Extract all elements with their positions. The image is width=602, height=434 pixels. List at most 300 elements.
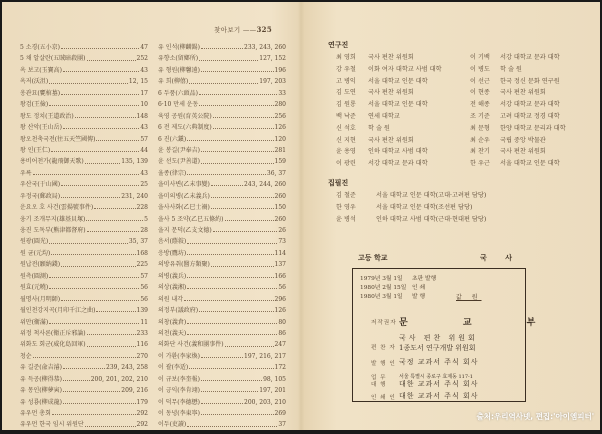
leader-dots — [87, 334, 136, 335]
index-term: 용비어천가(龍飛御天歌) — [20, 158, 84, 166]
index-pages: 228 — [136, 204, 148, 212]
index-pages: 98, 105 — [263, 375, 286, 383]
leader-dots — [201, 403, 243, 404]
index-term: 의상(義湘) — [158, 284, 187, 292]
index-entry — [20, 214, 148, 225]
index-term: 이 가환(李家煥) — [158, 352, 200, 360]
index-pages: 56 — [140, 295, 148, 303]
index-pages: 86 — [278, 329, 286, 337]
leader-dots — [201, 48, 243, 49]
business-address: 서울 특별시 종로구 효제동 117-1 — [399, 374, 473, 380]
index-pages: 260 — [274, 215, 286, 223]
index-pages: 209, 216 — [121, 387, 148, 395]
index-entry — [20, 111, 148, 122]
index-entry — [20, 42, 148, 53]
index-term: 윤 선도(尹善道) — [158, 158, 200, 166]
index-pages: 28 — [140, 227, 148, 234]
index-pages: 233 — [136, 329, 148, 337]
index-pages: 166 — [274, 272, 286, 280]
index-term: 의창(義倉) — [158, 318, 187, 326]
index-pages: 35, 37 — [128, 238, 148, 246]
leader-dots — [187, 323, 277, 324]
leader-dots — [75, 117, 136, 118]
index-term: 이 덕무(李德懋) — [158, 398, 200, 406]
index-entry — [20, 374, 148, 385]
index-term: 유 희(柳僖) — [158, 78, 189, 86]
leader-dots — [199, 105, 273, 106]
leader-dots — [63, 391, 120, 392]
leader-dots — [187, 174, 266, 175]
index-entry — [158, 317, 286, 328]
leader-dots — [225, 220, 274, 221]
index-term: 우정국(郵政局) — [20, 192, 61, 200]
index-entry — [20, 122, 148, 133]
leader-dots — [49, 243, 128, 244]
index-entry — [20, 397, 148, 408]
index-term: 을사 5 조약(乙巳五條約) — [158, 215, 224, 223]
school-level: 고등 학교 — [358, 253, 388, 262]
staff-name: 이 선근 — [470, 77, 490, 85]
index-term: 유 득공(柳得恭) — [20, 375, 62, 383]
staff-affiliation: 국사 편찬 위원회 — [368, 89, 414, 97]
index-entry — [158, 259, 286, 270]
index-term: 위화도 회군(威化島回軍) — [20, 341, 86, 349]
staff-entry — [336, 76, 428, 88]
staff-affiliation: 연세 대학교 — [368, 113, 400, 120]
index-term: 이 괄(李适) — [158, 364, 189, 372]
index-entry — [20, 88, 148, 99]
staff-affiliation: 서울 대학교 인문 대학 — [368, 101, 428, 109]
staff-affiliation: 서울 대학교 인문 대학(고대·고려편 담당) — [376, 192, 487, 199]
index-entry — [158, 385, 286, 396]
staff-name: 고 병익 — [336, 77, 356, 85]
index-entry — [20, 168, 148, 179]
index-entry — [158, 168, 286, 179]
index-term: 음서(蔭敍) — [158, 238, 187, 246]
staff-name: 이 병도 — [470, 65, 490, 73]
index-term: 유우먼 한국 임시 위원단 — [20, 421, 84, 429]
index-pages: 256 — [274, 112, 286, 120]
staff-affiliation: 고려 대학교 정경 대학 — [500, 113, 560, 120]
index-entry — [158, 374, 286, 385]
index-term: 원 균(元均) — [20, 249, 51, 257]
staff-affiliation: 서울 대학교 인문 대학 — [500, 160, 560, 168]
index-term: 운요오 호 사건(雲揚號事件) — [20, 204, 94, 212]
index-term: 6 전 제도(六典制度) — [158, 124, 212, 132]
index-pages: 239, 243, 258 — [106, 364, 148, 372]
index-entry — [158, 76, 286, 87]
agent-value: 대한 교과서 주식 회사 — [399, 380, 479, 388]
leader-dots — [187, 254, 273, 255]
index-pages: 196 — [274, 66, 286, 74]
index-pages: 127, 152 — [259, 55, 286, 63]
index-pages: 270 — [136, 352, 148, 360]
staff-name: 김 도연 — [336, 89, 356, 97]
index-term: 유 성룡(柳成龍) — [20, 398, 62, 406]
index-pages: 114 — [274, 249, 286, 257]
leader-dots — [201, 151, 274, 152]
staff-entry — [336, 64, 442, 76]
index-entry — [20, 134, 148, 145]
index-term: 왕검(王儉) — [20, 101, 49, 109]
date-line-3: 1980년 3월 1일 발 행 — [360, 294, 426, 300]
staff-affiliation: 서울 대학교 인문 대학(조선편 담당) — [376, 203, 473, 211]
leader-dots — [213, 231, 278, 232]
staff-affiliation: 서강 대학교 문과 대학 — [368, 160, 428, 168]
leader-dots — [199, 311, 273, 312]
leader-dots — [211, 266, 274, 267]
leader-dots — [33, 174, 140, 175]
leader-dots — [63, 128, 139, 129]
index-pages: 139 — [136, 307, 148, 315]
index-entry — [20, 179, 148, 190]
index-entry — [158, 202, 286, 213]
staff-affiliation: 국사 편찬 위원회 — [500, 89, 546, 97]
leader-dots — [63, 380, 90, 381]
leader-dots — [199, 94, 277, 95]
running-head — [214, 25, 272, 34]
index-pages: 135, 139 — [121, 158, 148, 166]
index-entry — [158, 328, 286, 339]
index-term: 유 형원(柳馨遠) — [158, 66, 200, 74]
date-line-2: 1980년 2월 15일 인 쇄 — [360, 285, 426, 291]
staff-entry — [336, 158, 428, 170]
staff-entry — [336, 87, 414, 99]
staff-affiliation: 이화 여자 대학교 사범 대학 — [368, 65, 442, 73]
index-entry — [158, 362, 286, 373]
index-pages: 116 — [136, 341, 148, 349]
leader-dots — [49, 105, 139, 106]
index-entry — [158, 65, 286, 76]
staff-entry — [470, 158, 560, 170]
staff-entry — [336, 190, 486, 202]
staff-entry — [336, 123, 390, 135]
staff-affiliation: 인하 대학교 사범 대학(근대·현대편 담당) — [376, 215, 487, 223]
staff-affiliation: 학 술 원 — [500, 65, 522, 73]
index-term: 육영 공원(育英公院) — [158, 112, 212, 120]
index-entry — [20, 362, 148, 373]
leader-dots — [201, 380, 262, 381]
index-term: 위만(衛滿) — [20, 318, 49, 326]
index-pages: 200, 201, 202, 210 — [90, 375, 148, 383]
index-entry — [158, 351, 286, 362]
index-term: 이 규보(李奎報) — [158, 375, 200, 383]
index-term: 위정 척사론(衛正斥邪論) — [20, 329, 86, 337]
index-pages: 252 — [136, 55, 148, 63]
index-term: 원측(圓測) — [20, 272, 49, 280]
staff-affiliation: 인하 대학교 사범 대학 — [368, 148, 428, 156]
leader-dots — [61, 197, 120, 198]
index-term: 이 긍익(李肯翊) — [158, 387, 200, 395]
staff-name: 신 지현 — [336, 136, 356, 144]
staff-affiliation: 국립 중앙 박물관 — [500, 136, 546, 144]
leader-dots — [61, 185, 139, 186]
index-term: 우륵 — [20, 169, 32, 177]
leader-dots — [201, 391, 258, 392]
index-entry — [20, 236, 148, 247]
index-entry — [158, 111, 286, 122]
index-term: 유 몽인(柳夢寅) — [20, 387, 62, 395]
staff-entry — [470, 52, 560, 64]
staff-entry — [336, 202, 472, 214]
leader-dots — [201, 414, 274, 415]
index-term: 왕 인(王仁) — [20, 146, 51, 154]
staff-affiliation: 한국 정신 문화 연구원 — [500, 77, 560, 85]
leader-dots — [189, 368, 273, 369]
leader-dots — [33, 357, 136, 358]
business-label: 업 무 — [371, 375, 387, 381]
index-pages: 25 — [140, 181, 148, 189]
index-entry — [158, 42, 286, 53]
page-number: 325 — [256, 25, 272, 34]
editor-line-1: 국사 편찬 위원회 — [399, 334, 478, 342]
index-pages: 11 — [140, 318, 148, 326]
index-term: 6 두품(六頭品) — [158, 89, 198, 97]
staff-entry — [336, 135, 414, 147]
index-entry — [158, 271, 286, 282]
index-pages: 233, 243, 260 — [244, 44, 286, 51]
index-term: 웅기 조개무지(雄基貝塚) — [20, 215, 86, 223]
index-pages: 292 — [136, 410, 148, 417]
index-term: 윤 봉길(尹奉吉) — [158, 146, 200, 154]
staff-name: 김 원룡 — [336, 101, 356, 109]
leader-dots — [96, 140, 139, 141]
staff-entry — [470, 111, 560, 123]
staff-name: 최 찬기 — [470, 148, 490, 156]
staff-entry — [336, 99, 428, 111]
index-entry — [20, 248, 148, 259]
index-entry — [20, 225, 148, 236]
index-entry — [20, 282, 148, 293]
leader-dots — [189, 83, 258, 84]
staff-name: 이 현종 — [470, 89, 490, 97]
index-pages: 150 — [274, 204, 286, 212]
leader-dots — [187, 334, 277, 335]
index-pages: 231, 240 — [121, 192, 148, 200]
staff-name: 전 해종 — [470, 101, 490, 109]
staff-affiliation: 국사 편찬 위원회 — [368, 136, 414, 144]
staff-name: 이 광린 — [336, 160, 356, 168]
index-pages: 159 — [274, 158, 286, 166]
leader-dots — [61, 266, 135, 267]
book-spread — [2, 2, 600, 430]
staff-name: 신 석호 — [336, 124, 356, 132]
index-term: 6·10 만세 운동 — [158, 101, 199, 109]
index-entry — [20, 339, 148, 350]
edition-title — [358, 253, 520, 263]
index-term: 유우먼 총회 — [20, 410, 51, 417]
index-pages: 56 — [278, 284, 286, 292]
index-pages: 43 — [140, 169, 148, 177]
index-entry — [158, 419, 286, 430]
index-pages: 10 — [140, 101, 148, 109]
index-term: 의병(義兵) — [158, 272, 187, 280]
index-term: 왕 산악(王山岳) — [20, 124, 62, 132]
index-entry — [158, 53, 286, 64]
leader-dots — [187, 426, 277, 427]
index-entry — [158, 294, 286, 305]
index-pages: 247 — [274, 341, 286, 349]
index-pages: 197, 216, 217 — [244, 352, 286, 360]
index-page — [2, 2, 300, 430]
index-pages: 37 — [278, 421, 286, 429]
index-term: 옥 보고(玉寶高) — [20, 66, 62, 74]
staff-affiliation: 서강 대학교 문과 대학 — [500, 54, 560, 61]
index-entry — [158, 179, 286, 190]
index-term: 옥저(沃沮) — [20, 78, 49, 86]
index-pages: 179 — [136, 398, 148, 406]
index-term: 을사사화(乙巳士禍) — [158, 204, 210, 212]
index-pages: 137 — [274, 261, 286, 269]
staff-name: 한 영우 — [336, 203, 356, 211]
leader-dots — [187, 243, 277, 244]
leader-dots — [187, 277, 273, 278]
index-column-2 — [158, 42, 286, 431]
staff-entry — [470, 146, 546, 158]
printer-label: 인 쇄 인 — [371, 395, 396, 401]
agent-label: 대 행 — [371, 382, 387, 388]
index-entry — [158, 248, 286, 259]
index-term: 6 진(六鎭) — [158, 135, 187, 143]
leader-dots — [96, 311, 135, 312]
leader-dots — [87, 60, 136, 61]
index-entry — [20, 99, 148, 110]
leader-dots — [52, 414, 136, 415]
copyright-label: 저작권자 — [371, 320, 397, 326]
index-term: 옹관묘(甕棺墓) — [20, 89, 61, 97]
leader-dots — [61, 300, 139, 301]
index-entry — [158, 191, 286, 202]
leader-dots — [61, 48, 139, 49]
index-pages: 44 — [140, 146, 148, 154]
index-term: 월명사(月明師) — [20, 295, 61, 303]
copyright-value: 문 교 부 — [399, 318, 562, 328]
staff-name: 김 철준 — [336, 192, 356, 199]
index-pages: 172 — [274, 364, 286, 372]
index-pages: 5 — [144, 215, 148, 223]
staff-affiliation: 서강 대학교 문과 대학 — [500, 101, 560, 109]
leader-dots — [187, 140, 273, 141]
leader-dots — [225, 346, 274, 347]
leader-dots — [51, 151, 139, 152]
leader-dots — [63, 368, 105, 369]
publisher-value: 국정 교과서 주식 회사 — [399, 358, 479, 366]
leader-dots — [213, 128, 274, 129]
staff-name: 최 문형 — [470, 124, 490, 132]
index-entry — [20, 385, 148, 396]
editor-line-2: 1종도서 연구개발 위원회 — [399, 344, 476, 352]
leader-dots — [211, 208, 274, 209]
staff-entry — [470, 99, 560, 111]
printer-value: 대한 교과서 주식 회사 — [399, 392, 479, 400]
index-pages: 57 — [140, 135, 148, 143]
leader-dots — [201, 71, 274, 72]
staff-name: 윤 병석 — [336, 215, 356, 223]
leader-dots — [87, 231, 140, 232]
leader-dots — [87, 346, 136, 347]
researchers-title: 연구진 — [328, 41, 349, 49]
leader-dots — [49, 323, 139, 324]
leader-dots — [213, 117, 274, 118]
index-term: 유 길준(兪吉濬) — [20, 364, 62, 372]
index-entry — [158, 214, 286, 225]
date-line-1: 1979년 3월 1일 초판 발행 — [360, 276, 437, 282]
publisher-label: 발 행 인 — [371, 361, 396, 367]
leader-dots — [49, 277, 139, 278]
leader-dots — [211, 185, 243, 186]
staff-name: 윤 용영 — [336, 148, 356, 156]
index-term: 5 소경(五小京) — [20, 44, 60, 51]
index-pages: 43 — [140, 66, 148, 74]
running-head-dash: —— — [242, 26, 257, 34]
index-term: 웅진 도독부(熊津都督府) — [20, 227, 86, 234]
staff-entry — [336, 146, 428, 158]
index-entry — [20, 328, 148, 339]
index-term: 유향소(留鄕所) — [158, 55, 199, 63]
index-entry — [158, 397, 286, 408]
colophon-box — [352, 268, 562, 402]
index-entry — [20, 305, 148, 316]
staff-affiliation: 학 술 원 — [368, 124, 390, 132]
index-entry — [20, 145, 148, 156]
index-term: 을미사변(乙未事變) — [158, 181, 210, 189]
leader-dots — [201, 357, 243, 358]
index-entry — [158, 339, 286, 350]
index-entry — [158, 88, 286, 99]
writers-title: 집필진 — [328, 179, 349, 187]
staff-name: 한 우근 — [470, 160, 490, 168]
index-term: 이 동녕(李東寧) — [158, 410, 200, 417]
index-pages: 126 — [274, 124, 286, 132]
index-pages: 120 — [274, 135, 286, 143]
index-entry — [158, 408, 286, 419]
index-entry — [158, 145, 286, 156]
index-term: 원광(圓光) — [20, 238, 49, 246]
index-entry — [20, 202, 148, 213]
index-term: 의화단 사건(義和團事件) — [158, 341, 224, 349]
staff-name: 백 낙준 — [336, 113, 356, 120]
staff-entry — [470, 76, 560, 88]
index-entry — [20, 76, 148, 87]
leader-dots — [184, 300, 273, 301]
subject-name: 국 사 — [480, 253, 520, 262]
leader-dots — [51, 254, 135, 255]
index-entry — [20, 53, 148, 64]
index-pages: 126 — [274, 307, 286, 315]
leader-dots — [85, 163, 121, 164]
leader-dots — [201, 163, 274, 164]
index-column-1 — [20, 42, 148, 431]
index-term: 5 채 알살란(五賊暗殺團) — [20, 55, 86, 63]
index-term: 청순 — [20, 352, 32, 360]
index-pages: 43 — [140, 124, 148, 132]
index-pages: 47 — [140, 44, 148, 51]
source-credit: 출처:우리역사넷, 편집:'아이엠피터' — [476, 412, 594, 421]
index-pages: 36, 37 — [266, 169, 286, 177]
index-pages: 225 — [136, 261, 148, 269]
index-pages: 280 — [274, 101, 286, 109]
index-entry — [20, 271, 148, 282]
staff-name: 이 기백 — [470, 54, 490, 61]
leader-dots — [85, 426, 136, 427]
staff-entry — [336, 111, 400, 123]
index-entry — [20, 294, 148, 305]
index-entry — [20, 351, 148, 362]
index-pages: 197, 201 — [259, 387, 286, 395]
leader-dots — [94, 208, 135, 209]
index-entry — [20, 191, 148, 202]
index-term: 응방(鷹坊) — [158, 249, 187, 257]
